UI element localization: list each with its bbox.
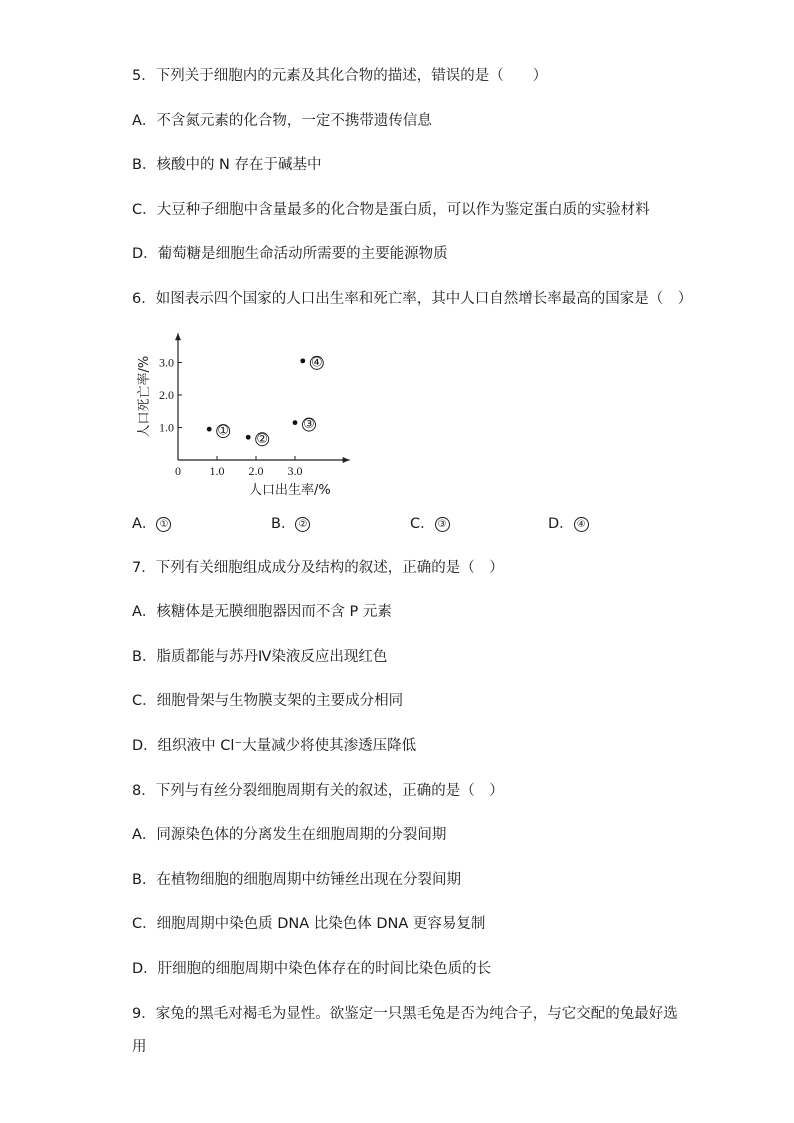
data-point bbox=[293, 420, 298, 425]
y-tick-label: 2.0 bbox=[159, 388, 174, 402]
q5-option-c: C．大豆种子细胞中含量最多的化合物是蛋白质，可以作为鉴定蛋白质的实验材料 bbox=[132, 202, 650, 218]
q6-option-a-letter: A． bbox=[132, 516, 157, 532]
q5-stem: 5．下列关于细胞内的元素及其化合物的描述，错误的是（ ） bbox=[132, 68, 548, 84]
x-axis-arrow bbox=[343, 457, 350, 463]
x-tick-label: 0 bbox=[175, 464, 181, 478]
q6-option-b bbox=[271, 512, 310, 533]
q6-option-b-letter: B． bbox=[271, 516, 296, 532]
data-point bbox=[207, 427, 212, 432]
data-point bbox=[300, 358, 305, 363]
q6-option-c-mark: ③ bbox=[435, 517, 450, 532]
q6-option-a bbox=[132, 512, 171, 533]
q8-option-d: D．肝细胞的细胞周期中染色体存在的时间比染色质的长 bbox=[132, 961, 492, 977]
chart-points bbox=[207, 355, 324, 446]
data-point-label: ④ bbox=[310, 355, 323, 371]
y-axis-arrow bbox=[175, 333, 181, 340]
q6-option-c bbox=[410, 512, 450, 533]
q8-option-a: A．同源染色体的分离发生在细胞周期的分裂间期 bbox=[132, 827, 447, 843]
q8-option-b: B．在植物细胞的细胞周期中纺锤丝出现在分裂间期 bbox=[132, 872, 461, 888]
q6-option-a-mark: ① bbox=[156, 517, 171, 532]
q6-option-d bbox=[548, 512, 589, 533]
x-tick-label: 3.0 bbox=[287, 464, 303, 478]
scatter-chart bbox=[132, 328, 372, 500]
q8-stem: 8．下列与有丝分裂细胞周期有关的叙述，正确的是（ ） bbox=[132, 783, 504, 799]
data-point-label: ③ bbox=[303, 417, 315, 433]
data-point-label: ② bbox=[256, 431, 269, 447]
q6-option-d-mark: ④ bbox=[574, 517, 589, 532]
q6-options bbox=[132, 512, 612, 532]
q6-option-c-letter: C． bbox=[410, 516, 435, 532]
q8-option-c: C．细胞周期中染色质 DNA 比染色体 DNA 更容易复制 bbox=[132, 916, 486, 932]
q5-option-a: A．不含氮元素的化合物，一定不携带遗传信息 bbox=[132, 113, 432, 129]
x-axis-label: 人口出生率/% bbox=[249, 483, 331, 498]
q9-stem-line2: 用 bbox=[132, 1039, 147, 1055]
x-tick-label: 1.0 bbox=[209, 464, 225, 478]
q7-option-c: C．细胞骨架与生物膜支架的主要成分相同 bbox=[132, 693, 404, 709]
y-axis-label: 人口死亡率/% bbox=[137, 355, 152, 438]
q6-option-b-mark: ② bbox=[295, 517, 310, 532]
q7-stem: 7．下列有关细胞组成成分及结构的叙述，正确的是（ ） bbox=[132, 560, 504, 576]
y-tick-label: 1.0 bbox=[159, 420, 174, 435]
data-point-label: ① bbox=[217, 423, 230, 439]
q7-option-b: B．脂质都能与苏丹Ⅳ染液反应出现红色 bbox=[132, 649, 388, 665]
y-tick-label: 3.0 bbox=[159, 355, 174, 370]
x-tick-label: 2.0 bbox=[248, 464, 264, 478]
q6-stem: 6．如图表示四个国家的人口出生率和死亡率，其中人口自然增长率最高的国家是（ ） bbox=[132, 291, 693, 307]
q7-option-d: D．组织液中 Cl⁻大量减少将使其渗透压降低 bbox=[132, 738, 417, 754]
q6-option-d-letter: D． bbox=[548, 516, 574, 532]
data-point bbox=[246, 435, 251, 440]
q5-option-b: B．核酸中的 N 存在于碱基中 bbox=[132, 157, 322, 173]
q7-option-a: A．核糖体是无膜细胞器因而不含 P 元素 bbox=[132, 604, 392, 620]
q9-stem-line1: 9．家兔的黑毛对褐毛为显性。欲鉴定一只黑毛兔是否为纯合子，与它交配的兔最好选 bbox=[132, 1006, 678, 1022]
q5-option-d: D．葡萄糖是细胞生命活动所需要的主要能源物质 bbox=[132, 246, 448, 262]
